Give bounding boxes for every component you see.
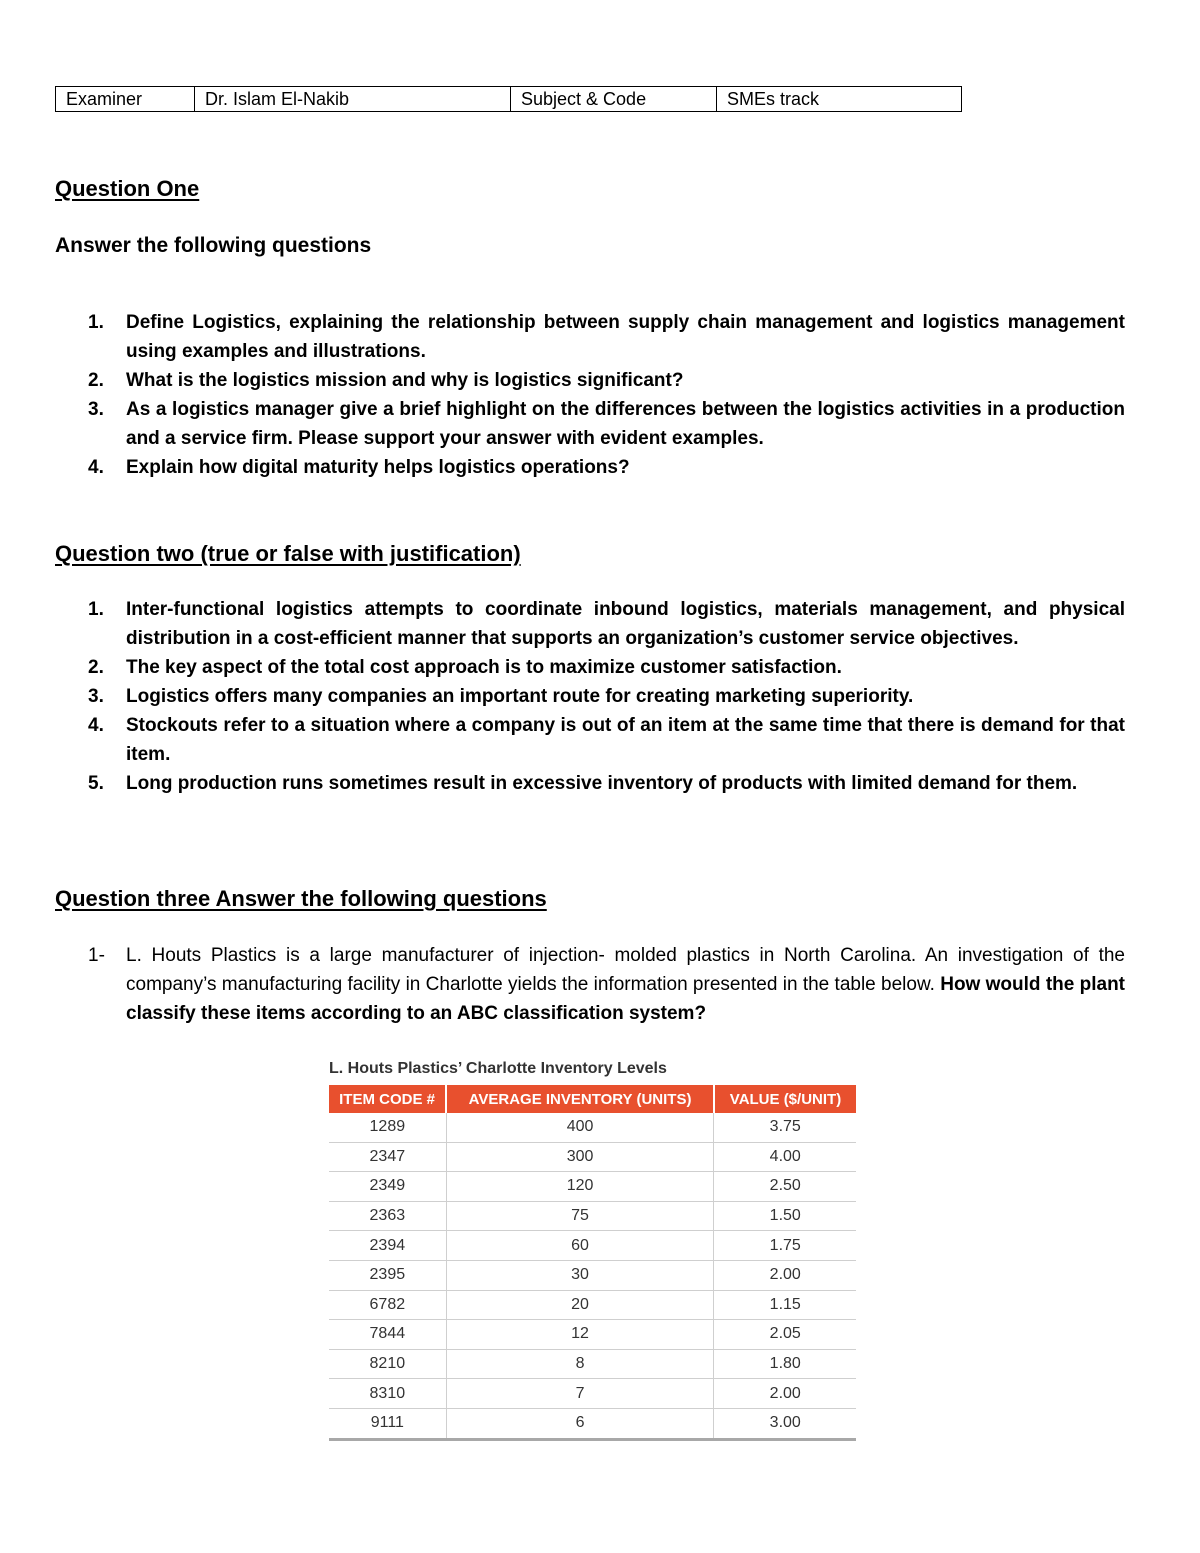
cell-average-inventory: 120	[446, 1172, 714, 1202]
cell-value: 3.75	[714, 1113, 856, 1142]
question-two-title: Question two (true or false with justification)	[55, 541, 521, 566]
inventory-table-figure	[329, 1058, 856, 1441]
cell-average-inventory: 30	[446, 1260, 714, 1290]
cell-item-code: 8210	[329, 1349, 446, 1379]
table-row	[329, 1113, 856, 1142]
cell-item-code: 9111	[329, 1408, 446, 1439]
cell-value: 1.75	[714, 1231, 856, 1261]
cell-value: 1.15	[714, 1290, 856, 1320]
list-item: 1. Inter-functional logistics attempts to coordinate inbound logistics, materials management, and physical distribution in a cost-efficient manner that supports an organization’s customer service objectives.	[88, 599, 1125, 649]
question-one-subtitle: Answer the following questions	[55, 234, 372, 257]
table-row	[329, 1408, 856, 1439]
cell-item-code: 2363	[329, 1201, 446, 1231]
cell-average-inventory: 75	[446, 1201, 714, 1231]
cell-item-code: 2395	[329, 1260, 446, 1290]
inventory-table-caption: L. Houts Plastics’ Charlotte Inventory Levels	[329, 1060, 667, 1077]
table-row	[329, 1379, 856, 1409]
cell-average-inventory: 20	[446, 1290, 714, 1320]
column-header-value: VALUE ($/UNIT)	[714, 1085, 856, 1113]
cell-average-inventory: 300	[446, 1142, 714, 1172]
cell-item-code: 7844	[329, 1320, 446, 1350]
column-header-average-inventory: AVERAGE INVENTORY (UNITS)	[446, 1085, 714, 1113]
cell-value: 4.00	[714, 1142, 856, 1172]
inventory-table	[329, 1085, 856, 1441]
cell-item-code: 2347	[329, 1142, 446, 1172]
table-row	[329, 1142, 856, 1172]
table-row	[329, 1349, 856, 1379]
list-item: 1. Define Logistics, explaining the relationship between supply chain management and logistics management using examples and illustrations.	[88, 312, 1125, 362]
question-one-title: Question One	[55, 176, 200, 201]
cell-value: 1.80	[714, 1349, 856, 1379]
list-item: 3. Logistics offers many companies an important route for creating marketing superiority.	[88, 686, 914, 707]
inventory-table-body	[329, 1113, 856, 1439]
table-row	[329, 1260, 856, 1290]
table-row	[329, 1320, 856, 1350]
question-three-title: Question three Answer the following questions	[55, 886, 547, 911]
list-item: 5. Long production runs sometimes result in excessive inventory of products with limited demand for them.	[88, 773, 1078, 794]
list-item: 2. What is the logistics mission and why is logistics significant?	[88, 370, 684, 391]
list-item: 3. As a logistics manager give a brief highlight on the differences between the logistics activities in a production and a service firm. Please support your answer with evident examples.	[88, 399, 1125, 449]
question-three-list	[55, 941, 1125, 1028]
cell-average-inventory: 6	[446, 1408, 714, 1439]
list-item: 4. Stockouts refer to a situation where a company is out of an item at the same time that there is demand for that item.	[88, 715, 1125, 765]
exam-header-table	[55, 86, 962, 112]
question-one-list	[55, 308, 1125, 482]
cell-item-code: 2394	[329, 1231, 446, 1261]
cell-item-code: 1289	[329, 1113, 446, 1142]
cell-item-code: 2349	[329, 1172, 446, 1202]
cell-average-inventory: 400	[446, 1113, 714, 1142]
cell-value: 2.50	[714, 1172, 856, 1202]
table-row	[329, 1172, 856, 1202]
cell-value: 2.00	[714, 1379, 856, 1409]
table-row	[329, 1231, 856, 1261]
subject-label: Subject & Code	[511, 87, 717, 112]
table-row	[329, 1290, 856, 1320]
cell-average-inventory: 12	[446, 1320, 714, 1350]
question-two-list	[55, 595, 1125, 798]
cell-value: 2.00	[714, 1260, 856, 1290]
cell-average-inventory: 7	[446, 1379, 714, 1409]
cell-average-inventory: 8	[446, 1349, 714, 1379]
table-row	[329, 1201, 856, 1231]
cell-average-inventory: 60	[446, 1231, 714, 1261]
examiner-label: Examiner	[56, 87, 195, 112]
subject-value: SMEs track	[717, 87, 962, 112]
cell-item-code: 8310	[329, 1379, 446, 1409]
cell-value: 2.05	[714, 1320, 856, 1350]
examiner-value: Dr. Islam El-Nakib	[195, 87, 511, 112]
cell-item-code: 6782	[329, 1290, 446, 1320]
cell-value: 3.00	[714, 1408, 856, 1439]
column-header-item-code: ITEM CODE #	[329, 1085, 446, 1113]
cell-value: 1.50	[714, 1201, 856, 1231]
list-item: 4. Explain how digital maturity helps logistics operations?	[88, 457, 630, 478]
list-item: 1- L. Houts Plastics is a large manufacturer of injection- molded plastics in North Carolina. An investigation of the company’s manufacturing facility in Charlotte yields the information presented in the table below. How would the plant classify these items according to an ABC classification system?	[88, 945, 1126, 1024]
list-item: 2. The key aspect of the total cost approach is to maximize customer satisfaction.	[88, 657, 842, 678]
table-header-row	[329, 1085, 856, 1113]
